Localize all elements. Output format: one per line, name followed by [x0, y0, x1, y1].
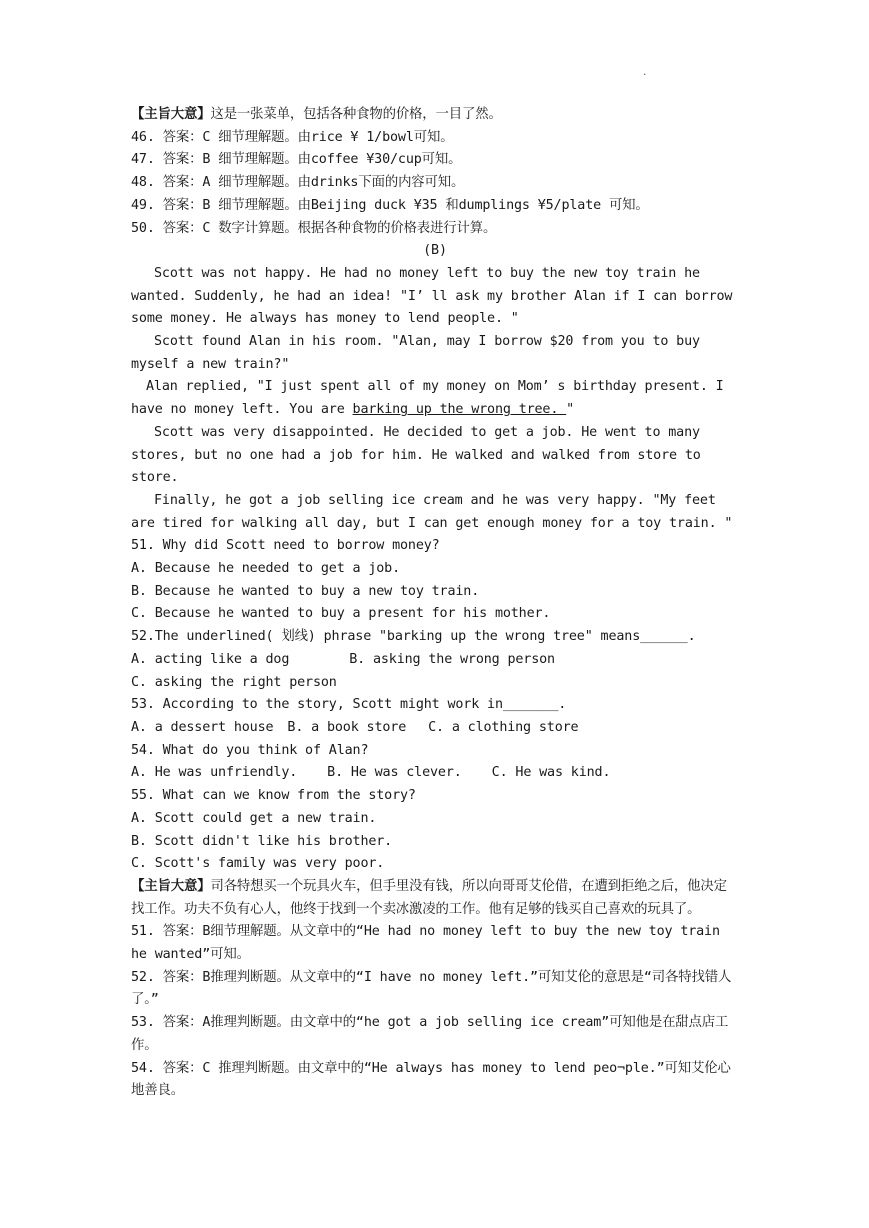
story-paragraph: Scott was very disappointed. He decided to get a job. He went to many stores, but no one had a job for him. He walked and walked from store to store.: [131, 424, 701, 486]
question-stem: 51. Why did Scott need to borrow money?: [131, 538, 440, 554]
question-option: A. acting like a dog: [131, 651, 290, 667]
header-dot: .: [642, 68, 648, 78]
story-paragraph: [131, 376, 739, 421]
answer-line: 50. 答案：C 数字计算题。根据各种食物的价格表进行计算。: [131, 220, 497, 236]
question-options-row: [131, 762, 739, 785]
question-option: C. Because he wanted to buy a present for his mother.: [131, 606, 551, 622]
answer-line: 47. 答案：B 细节理解题。由coffee ¥30/cup可知。: [131, 152, 462, 168]
answer-line: 48. 答案：A 细节理解题。由drinks下面的内容可知。: [131, 175, 465, 191]
question-option: A. He was unfriendly.: [131, 765, 298, 781]
summary-paragraph: [131, 104, 739, 127]
question-option: B. a book store: [287, 719, 407, 735]
summary-text: 这是一张菜单，包括各种食物的价格，一目了然。: [210, 107, 502, 122]
question-option: C. Scott's family was very poor.: [131, 856, 385, 872]
question-options-row: [131, 649, 739, 672]
story-paragraph: Finally, he got a job selling ice cream and he was very happy. "My feet are tired for walking all day, but I can get enough money for a toy train. ": [131, 492, 733, 531]
question-option: A. Scott could get a new train.: [131, 810, 377, 826]
question-stem: 54. What do you think of Alan?: [131, 742, 369, 758]
story-paragraph: Scott found Alan in his room. "Alan, may I borrow $20 from you to buy myself a new train?": [131, 334, 700, 372]
answer-line: 51. 答案：B细节理解题。从文章中的“He had no money left to buy the new toy train he wanted”可知。: [131, 924, 720, 963]
question-stem: 53. According to the story, Scott might work in_______.: [131, 697, 567, 713]
question-option: B. Because he wanted to buy a new toy train.: [131, 583, 480, 599]
question-stem: 55. What can we know from the story?: [131, 788, 416, 804]
question-option: B. He was clever.: [327, 765, 462, 781]
question-option: A. a dessert house: [131, 719, 274, 735]
answer-line: 52. 答案：B推理判断题。从文章中的“I have no money left.”可知艾伦的意思是“司各特找错人了。”: [131, 969, 732, 1008]
summary-text: 司各特想买一个玩具火车，但手里没有钱，所以向哥哥艾伦借，在遭到拒绝之后，他决定找工作。功夫不负有心人，他终于找到一个卖冰激凌的工作。他有足够的钱买自己喜欢的玩具了。: [131, 878, 727, 917]
summary-tag: 【主旨大意】: [131, 107, 211, 122]
summary-tag: 【主旨大意】: [131, 878, 211, 894]
question-option: B. Scott didn't like his brother.: [131, 833, 393, 849]
story-text: Alan replied, "I just spent all of my money on Mom’ s birthday present. I have no money left. You are: [131, 379, 724, 418]
question-option: A. Because he needed to get a job.: [131, 561, 401, 577]
answer-line: 49. 答案：B 细节理解题。由Beijing duck ¥35 和dumplings ¥5/plate 可知。: [131, 197, 649, 213]
question-option: C. He was kind.: [491, 765, 611, 781]
question-option: B. asking the wrong person: [349, 651, 555, 667]
question-option: C. asking the right person: [131, 674, 337, 690]
document-body: [131, 104, 739, 1103]
question-options-row: [131, 717, 739, 740]
underlined-phrase: barking up the wrong tree.: [352, 402, 567, 418]
story-text: ": [566, 402, 575, 418]
summary-paragraph: [131, 876, 739, 921]
answer-line: 53. 答案：A推理判断题。由文章中的“he got a job selling ice cream”可知他是在甜点店工作。: [131, 1015, 729, 1053]
answer-line: 46. 答案：C 细节理解题。由rice ¥ 1/bowl可知。: [131, 129, 454, 145]
question-stem: 52.The underlined( 划线) phrase "barking up the wrong tree" means______.: [131, 629, 696, 645]
section-title: (B): [423, 243, 447, 259]
story-paragraph: Scott was not happy. He had no money left to buy the new toy train he wanted. Suddenly, he had an idea! "I’ ll ask my brother Alan if I can borrow some money. He always has money to lend people. ": [131, 265, 733, 327]
answer-line: 54. 答案：C 推理判断题。由文章中的“He always has money to lend peo¬ple.”可知艾伦心地善良。: [131, 1060, 731, 1099]
question-option: C. a clothing store: [428, 719, 579, 735]
